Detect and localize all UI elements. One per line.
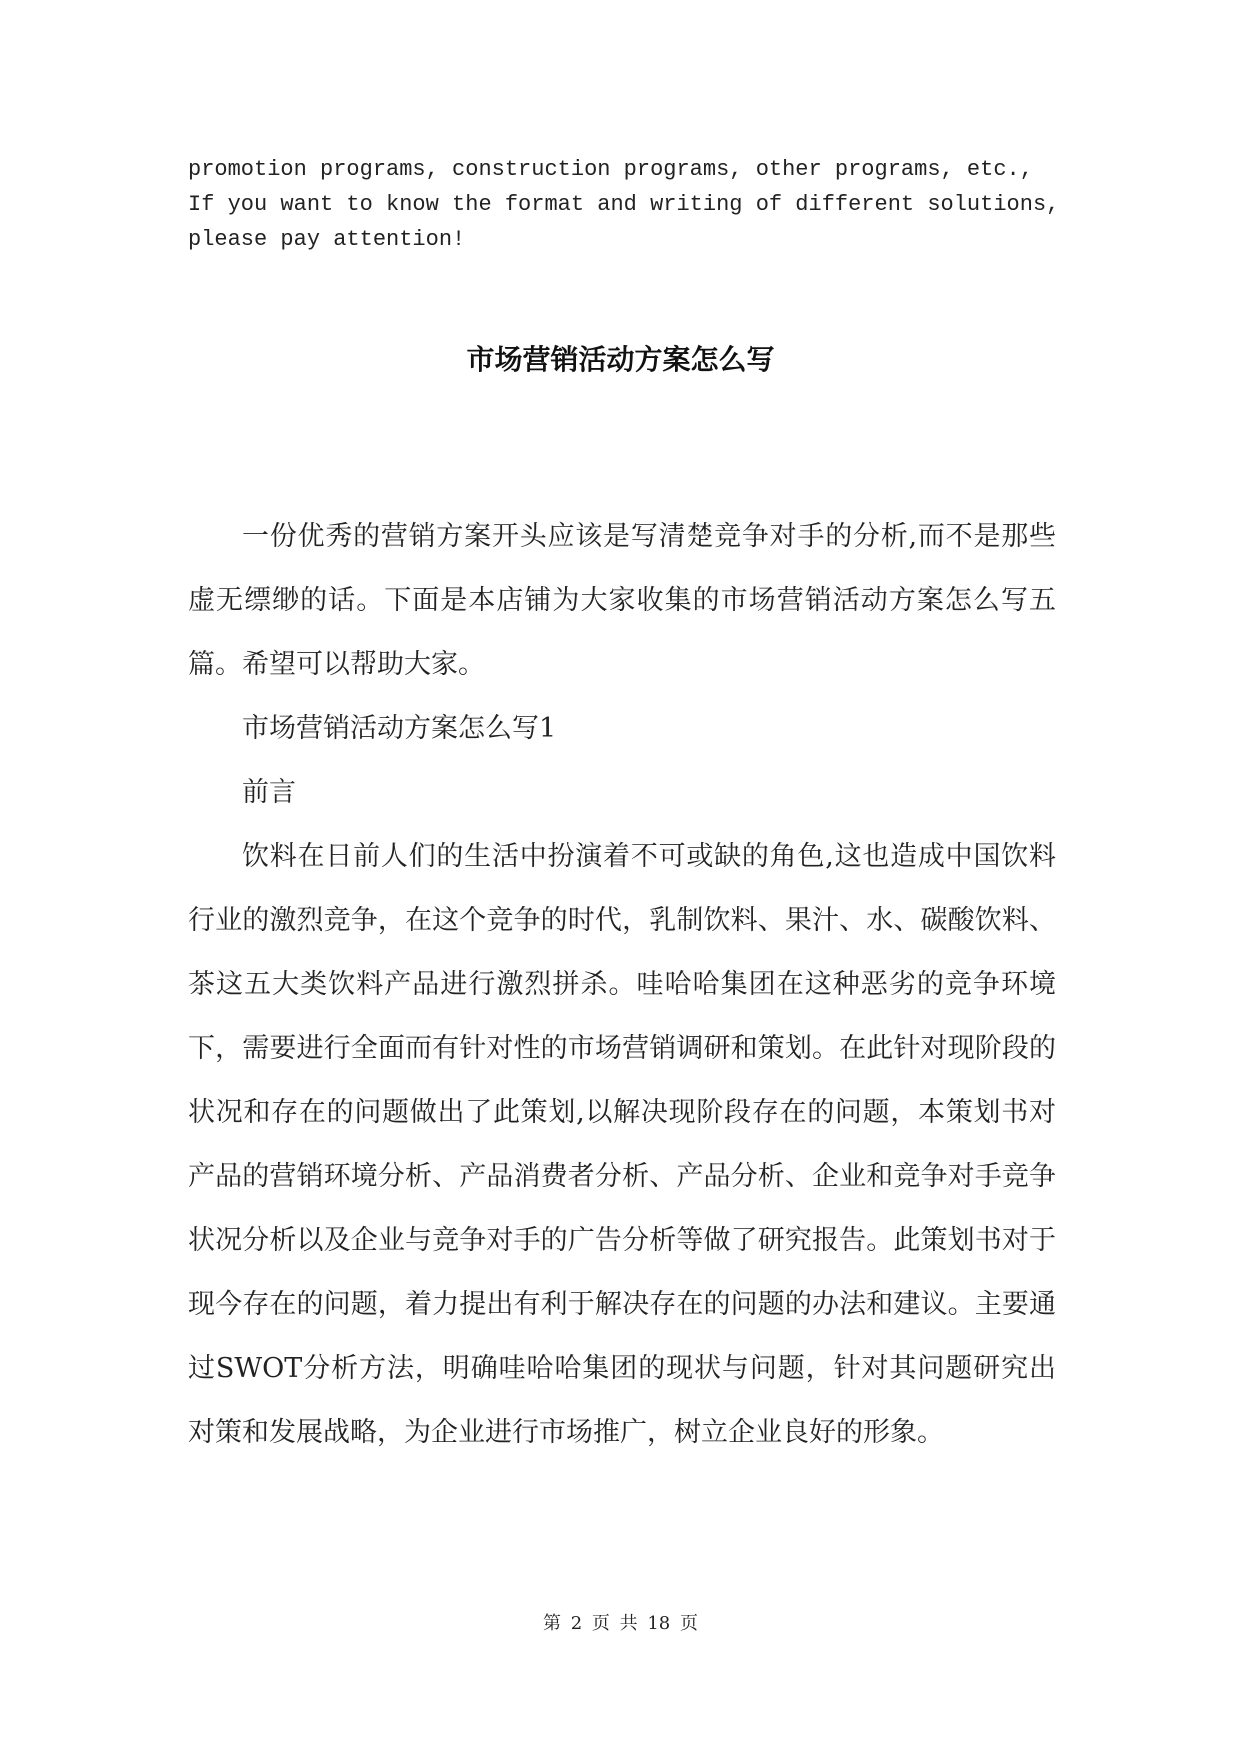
section-heading: 市场营销活动方案怎么写1: [242, 713, 557, 744]
page-number-footer: 第 2 页 共 18 页: [543, 1613, 698, 1634]
body-text: [188, 505, 1056, 1465]
intro-english-text: promotion programs, construction programs, other programs, etc., If you want to know the format and writing of different solutions, please pay attention!: [188, 157, 1060, 252]
subsection-heading-preface: 前言: [242, 777, 296, 808]
page-title: 市场营销活动方案怎么写: [466, 343, 775, 376]
paragraph-intro: 一份优秀的营销方案开头应该是写清楚竞争对手的分析,而不是那些虚无缥缈的话。下面是本店铺为大家收集的市场营销活动方案怎么写五篇。希望可以帮助大家。: [188, 521, 1056, 680]
paragraph-preface: 饮料在日前人们的生活中扮演着不可或缺的角色,这也造成中国饮料行业的激烈竞争，在这个竞争的时代，乳制饮料、果汁、水、碳酸饮料、茶这五大类饮料产品进行激烈拼杀。哇哈哈集团在这种恶劣的竞争环境下，需要进行全面而有针对性的市场营销调研和策划。在此针对现阶段的状况和存在的问题做出了此策划,以解决现阶段存在的问题，本策划书对产品的营销环境分析、产品消费者分析、产品分析、企业和竞争对手竞争状况分析以及企业与竞争对手的广告分析等做了研究报告。此策划书对于现今存在的问题，着力提出有利于解决存在的问题的办法和建议。主要通过SWOT分析方法，明确哇哈哈集团的现状与问题，针对其问题研究出对策和发展战略，为企业进行市场推广，树立企业良好的形象。: [188, 841, 1056, 1448]
